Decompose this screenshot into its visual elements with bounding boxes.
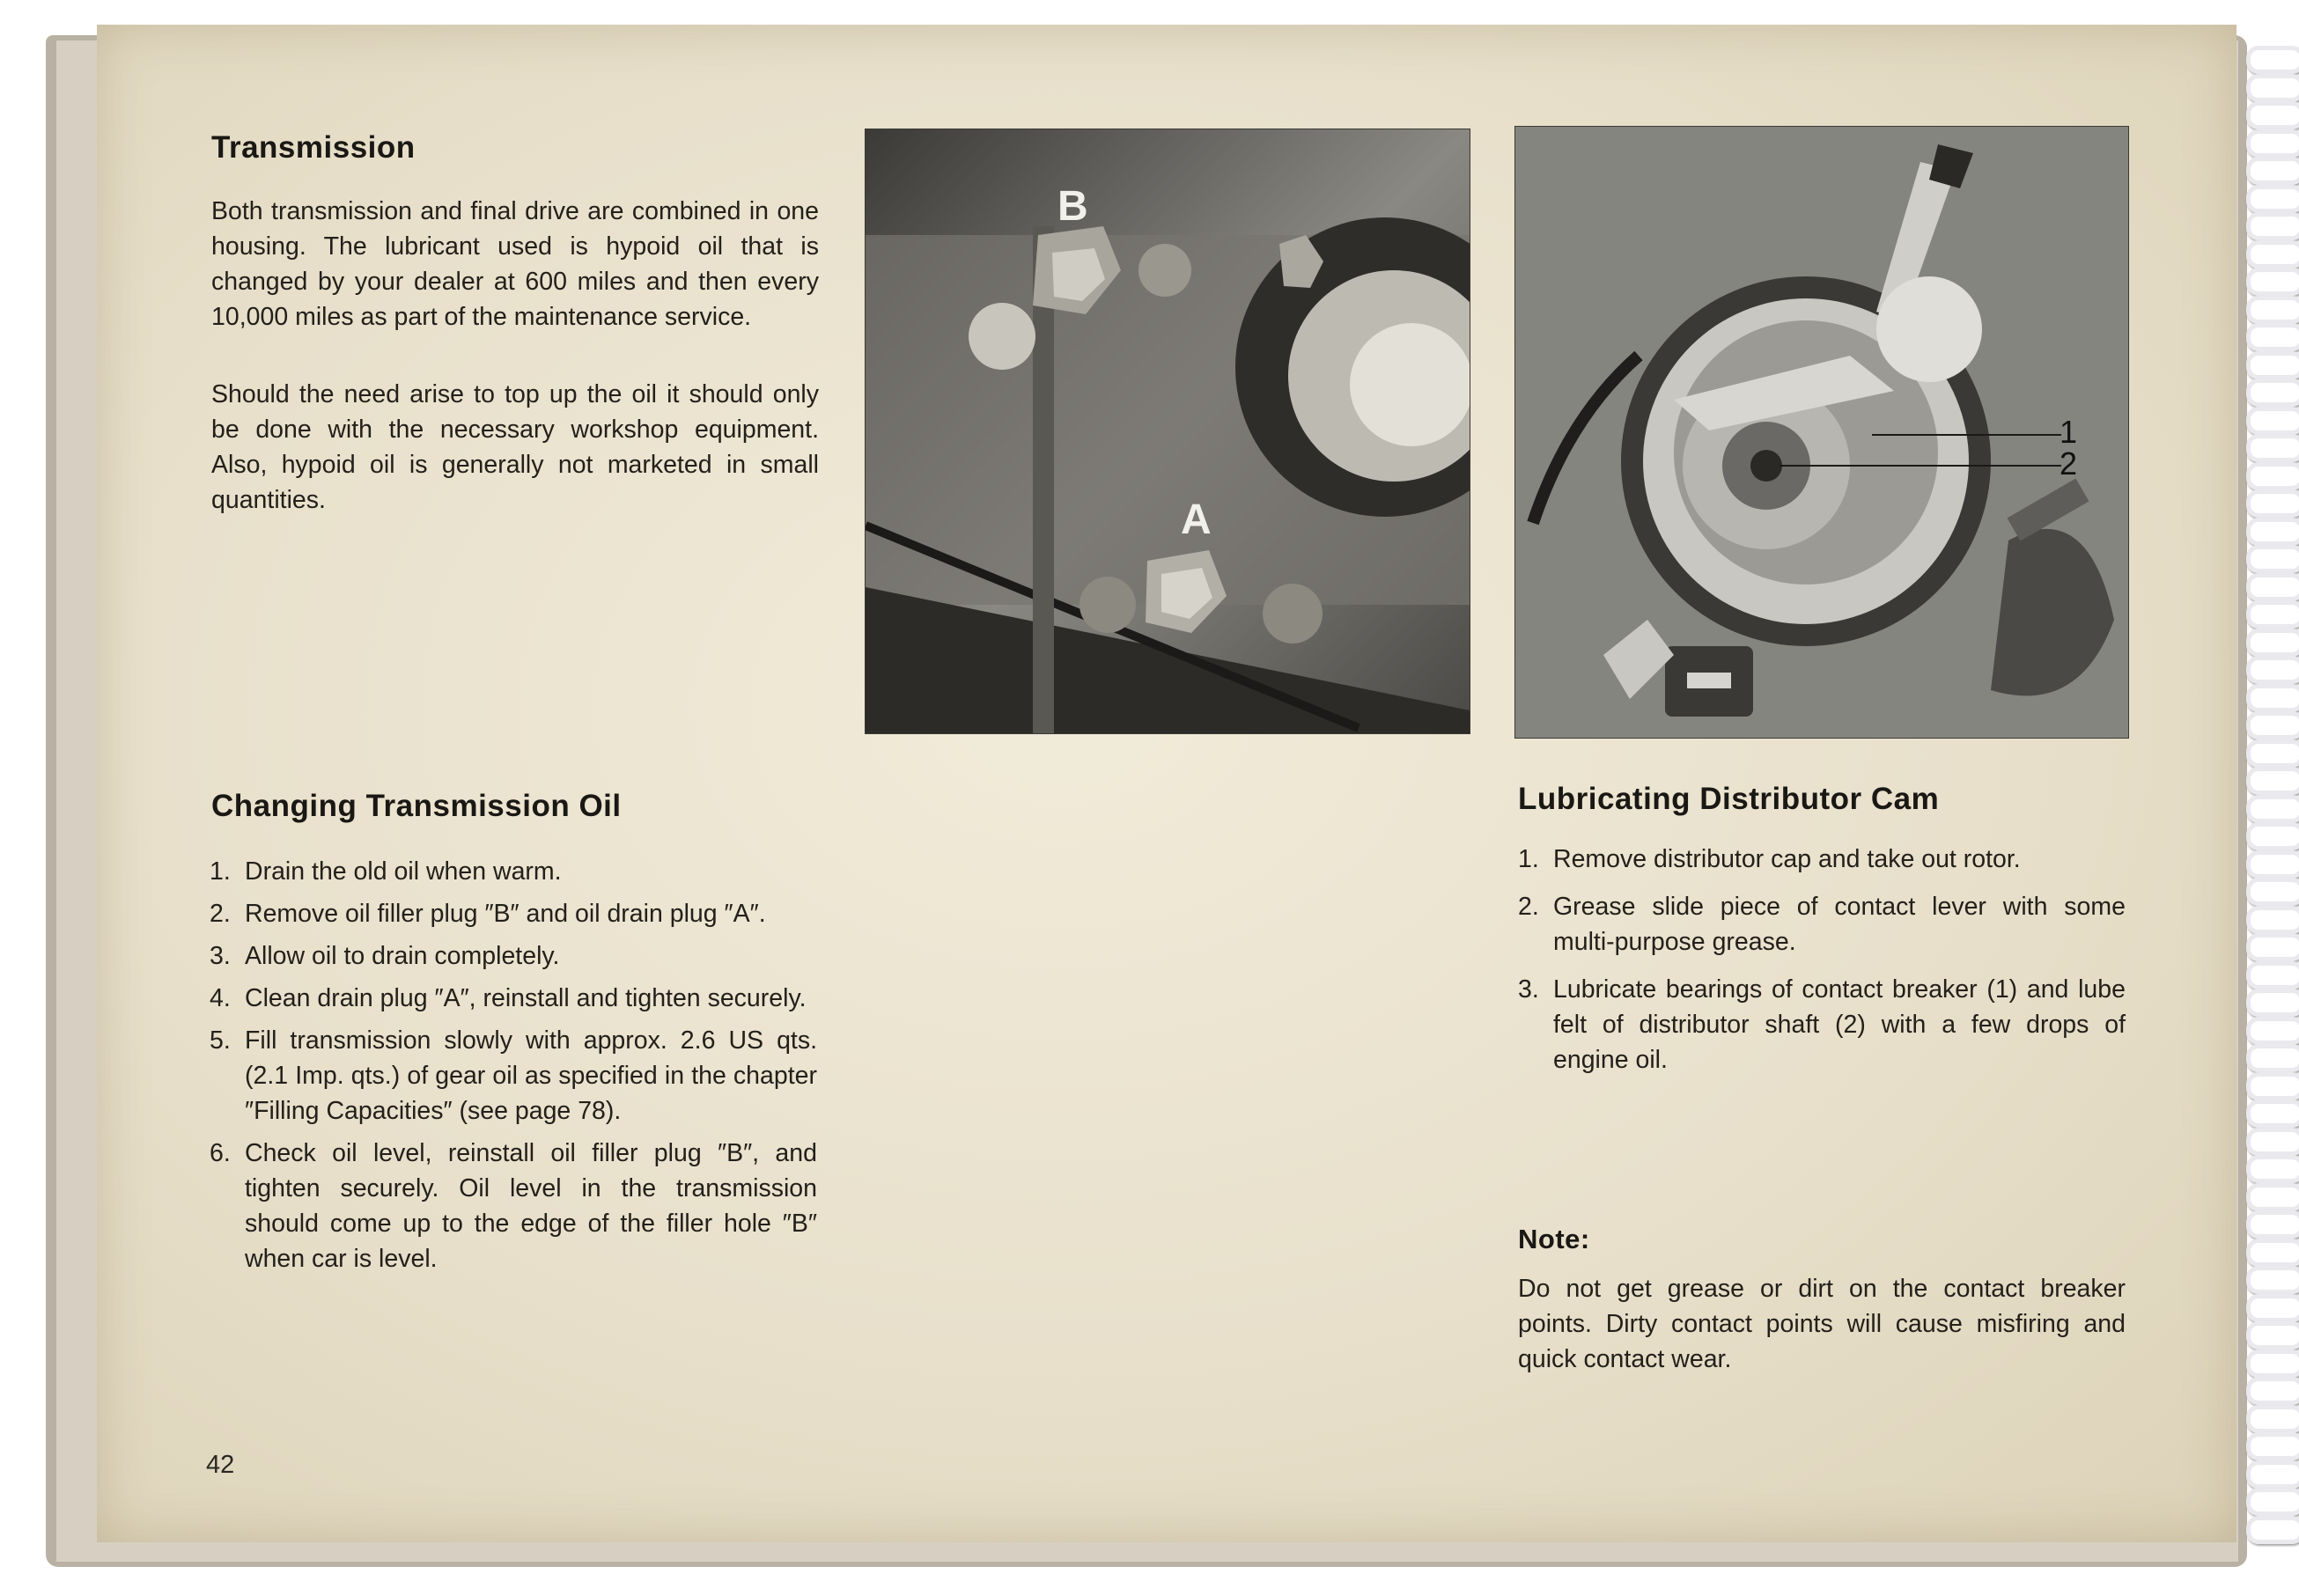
spiral-coil [2246,1405,2299,1433]
step-text: Remove oil filler plug ″B″ and oil drain plug ″A″. [245,900,766,928]
list-item [1518,889,2126,960]
spiral-coil [2246,212,2299,240]
spiral-coil [2246,1128,2299,1156]
spiral-coil [2246,878,2299,906]
spiral-coil [2246,1100,2299,1128]
step-number: 4. [210,984,231,1012]
spiral-coil [2246,545,2299,573]
step-number: 3. [210,942,231,970]
page-number: 42 [206,1451,235,1479]
label-2: 2 [2060,445,2078,482]
spiral-coil [2246,1266,2299,1294]
list-item [210,1023,817,1129]
spiral-coil [2246,767,2299,795]
step-number: 2. [1518,893,1539,921]
spiral-coil [2246,268,2299,296]
spiral-coil [2246,379,2299,407]
spiral-coil [2246,1155,2299,1183]
step-text: Lubricate bearings of contact breaker (1) and lube felt of distributor shaft (2) with a few drops of engine oil. [1553,975,2126,1074]
step-text: Fill transmission slowly with approx. 2.6 US qts. (2.1 Imp. qts.) of gear oil as specified in the chapter ″Filling Capacities″ (see page 78). [245,1026,817,1125]
spiral-coil [2246,157,2299,185]
list-item [210,1136,817,1276]
spiral-coil [2246,1017,2299,1045]
list-item [210,938,817,974]
transmission-photo [865,129,1470,734]
label-1: 1 [2060,414,2078,450]
step-text: Check oil level, reinstall oil filler plug ″B″, and tighten securely. Oil level in the transmission should come up to the edge of the filler hole ″B″ when car is level. [245,1139,817,1273]
spiral-coil [2246,518,2299,546]
distributor-photo [1514,126,2129,739]
spiral-coil [2246,240,2299,268]
spiral-coil [2246,795,2299,823]
spiral-coil [2246,933,2299,961]
spiral-coil [2246,822,2299,850]
spiral-coil [2246,629,2299,657]
spiral-coil [2246,351,2299,379]
step-text: Drain the old oil when warm. [245,857,562,886]
spiral-coil [2246,74,2299,102]
step-number: 6. [210,1139,231,1167]
plug-b-label: B [1057,183,1088,230]
step-text: Remove distributor cap and take out rotor. [1553,845,2021,873]
spiral-coil [2246,1183,2299,1211]
spiral-coil [2246,906,2299,934]
spiral-coil [2246,1488,2299,1516]
plug-a-label: A [1181,496,1212,543]
spiral-coil [2246,1294,2299,1322]
spiral-coil [2246,600,2299,629]
step-number: 1. [210,857,231,886]
step-text: Grease slide piece of contact lever with some multi-purpose grease. [1553,893,2126,956]
spiral-coil [2246,1239,2299,1267]
note-text: Do not get grease or dirt on the contact breaker points. Dirty contact points will cause misfiring and quick contact wear. [1518,1275,2126,1373]
list-item [210,854,817,889]
step-number: 2. [210,900,231,928]
spiral-coil [2246,1460,2299,1489]
changing-oil-heading: Changing Transmission Oil [211,789,622,823]
changing-oil-steps [210,854,817,1283]
spiral-coil [2246,656,2299,684]
list-item [1518,842,2126,877]
spiral-coil [2246,323,2299,351]
step-number: 5. [210,1026,231,1055]
note-heading: Note: [1518,1224,1590,1254]
transmission-paragraph-1: Both transmission and final drive are combined in one housing. The lubricant used is hypoid oil that is changed by your dealer at 600 miles and then every 10,000 miles as part of the maintenance service. [211,197,819,331]
spiral-coil [2246,129,2299,158]
spiral-binding [2237,35,2299,1567]
list-item [210,896,817,931]
step-text: Allow oil to drain completely. [245,942,560,970]
distributor-steps [1518,842,2126,1085]
spiral-coil [2246,850,2299,879]
spiral-coil [2246,1516,2299,1544]
list-item [210,981,817,1016]
spiral-coil [2246,573,2299,601]
spiral-coil [2246,961,2299,989]
transmission-paragraph-2: Should the need arise to top up the oil it should only be done with the necessary workshop equipment. Also, hypoid oil is generally not marketed in small quantities. [211,380,819,514]
spiral-coil [2246,1210,2299,1239]
spiral-coil [2246,462,2299,490]
spiral-coil [2246,296,2299,324]
spiral-coil [2246,489,2299,518]
spiral-coil [2246,684,2299,712]
spiral-coil [2246,711,2299,739]
spiral-coil [2246,101,2299,129]
step-number: 1. [1518,845,1539,873]
transmission-heading: Transmission [211,130,416,165]
distributor-heading: Lubricating Distributor Cam [1518,782,1940,816]
spiral-coil [2246,1377,2299,1405]
step-number: 3. [1518,975,1539,1004]
list-item [1518,972,2126,1077]
spiral-coil [2246,185,2299,213]
spiral-coil [2246,1044,2299,1072]
spiral-coil [2246,739,2299,768]
spiral-coil [2246,1072,2299,1100]
spiral-coil [2246,407,2299,435]
spiral-coil [2246,1321,2299,1350]
spiral-coil [2246,434,2299,462]
step-text: Clean drain plug ″A″, reinstall and tighten securely. [245,984,807,1012]
spiral-coil [2246,1350,2299,1378]
spiral-coil [2246,46,2299,74]
spiral-coil [2246,989,2299,1017]
spiral-coil [2246,1432,2299,1460]
